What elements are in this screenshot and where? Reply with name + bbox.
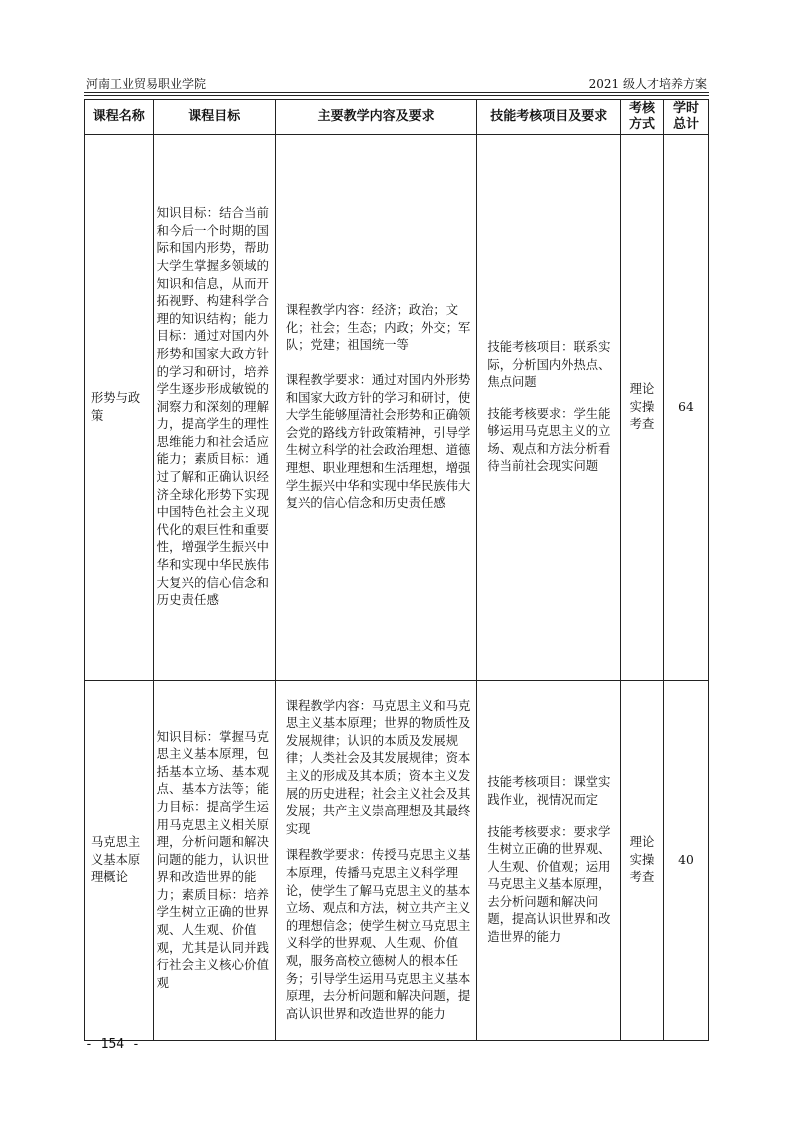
course-goal: 知识目标：结合当前和今后一个时期的国际和国内形势，帮助大学生掌握多领域的知识和信息，从而开拓视野、构建科学合理的知识结构；能力目标：通过对国内外形势和国家大政方针的学习和研讨，培养学生逐步形成敏锐的洞察力和深刻的理解力，提高学生的理性思维能力和社会适应能力；素质目标：通过了解和正确认识经济全球化形势下实现中国特色社会主义现代化的艰巨性和重要性，增强学生振兴中华和实现中华民族伟大复兴的信心信念和历史责任感 — [153, 135, 275, 681]
header-rule — [84, 95, 709, 96]
course-name: 形势与政策 — [85, 135, 154, 681]
content-requirements: 课程教学要求：传授马克思主义基本原理，传播马克思主义科学理论，使学生了解马克思主义的基本立场、观点和方法，树立共产主义的理想信念；使学生树立马克思主义科学的世界观、人生观、价值观，服务高校立德树人的根本任务；引导学生运用马克思主义基本原理，去分析问题和解决问题，提高认识世界和改造世界的能力 — [285, 848, 471, 1021]
assessment-method: 理论实操考查 — [621, 681, 664, 1041]
content-requirements: 课程教学要求：通过对国内外形势和国家大政方针的学习和研讨，使大学生能够厘清社会形势和正确领会党的路线方针政策精神，引导学生树立科学的社会政治理想、道德理想、职业理想和生活理想，增强学生振兴中华和实现中华民族伟大复兴的信心信念和历史责任感 — [285, 373, 471, 511]
total-hours: 64 — [663, 135, 708, 681]
page-number: - 154 - — [85, 1037, 140, 1052]
total-hours: 40 — [663, 681, 708, 1041]
course-content — [275, 135, 477, 681]
table-header-row — [85, 100, 709, 135]
assessment-method: 理论实操考查 — [621, 135, 664, 681]
skill-assessment — [477, 681, 621, 1041]
column-header-goal: 课程目标 — [153, 100, 275, 135]
content-topics: 课程教学内容：经济；政治；文化；社会；生态；内政；外交；军队；党建；祖国统一等 — [285, 303, 471, 353]
column-header-name: 课程名称 — [85, 100, 154, 135]
school-name: 河南工业贸易职业学院 — [86, 77, 207, 91]
skill-project: 技能考核项目：联系实际，分析国内外热点、焦点问题 — [487, 339, 611, 390]
table-row — [85, 135, 709, 681]
curriculum-table — [84, 99, 709, 1041]
skill-requirements: 技能考核要求：学生能够运用马克思主义的立场、观点和方法分析看待当前社会现实问题 — [487, 406, 611, 474]
skill-assessment — [477, 135, 621, 681]
column-header-method: 考核方式 — [621, 100, 664, 135]
skill-project: 技能考核项目：课堂实践作业，视情况而定 — [487, 775, 611, 807]
column-header-hours: 学时总计 — [663, 100, 708, 135]
course-name: 马克思主义基本原理概论 — [85, 681, 154, 1041]
document-title: 2021 级人才培养方案 — [588, 77, 707, 91]
table-row — [85, 681, 709, 1041]
column-header-skill: 技能考核项目及要求 — [477, 100, 621, 135]
course-content — [275, 681, 477, 1041]
column-header-content: 主要教学内容及要求 — [275, 100, 477, 135]
skill-requirements: 技能考核要求：要求学生树立正确的世界观、人生观、价值观；运用马克思主义基本原理，去分析问题和解决问题，提高认识世界和改造世界的能力 — [487, 824, 611, 945]
page-header — [84, 72, 709, 93]
content-topics: 课程教学内容：马克思主义和马克思主义基本原理；世界的物质性及发展规律；认识的本质及发展规律；人类社会及其发展规律；资本主义的形成及其本质；资本主义发展的历史进程；社会主义社会及其发展；共产主义崇高理想及其最终实现 — [285, 698, 471, 836]
course-goal: 知识目标：掌握马克思主义基本原理，包括基本立场、基本观点、基本方法等；能力目标：提高学生运用马克思主义相关原理，分析问题和解决问题的能力，认识世界和改造世界的能力；素质目标：培养学生树立正确的世界观、人生观、价值观，尤其是认同并践行社会主义核心价值观 — [153, 681, 275, 1041]
